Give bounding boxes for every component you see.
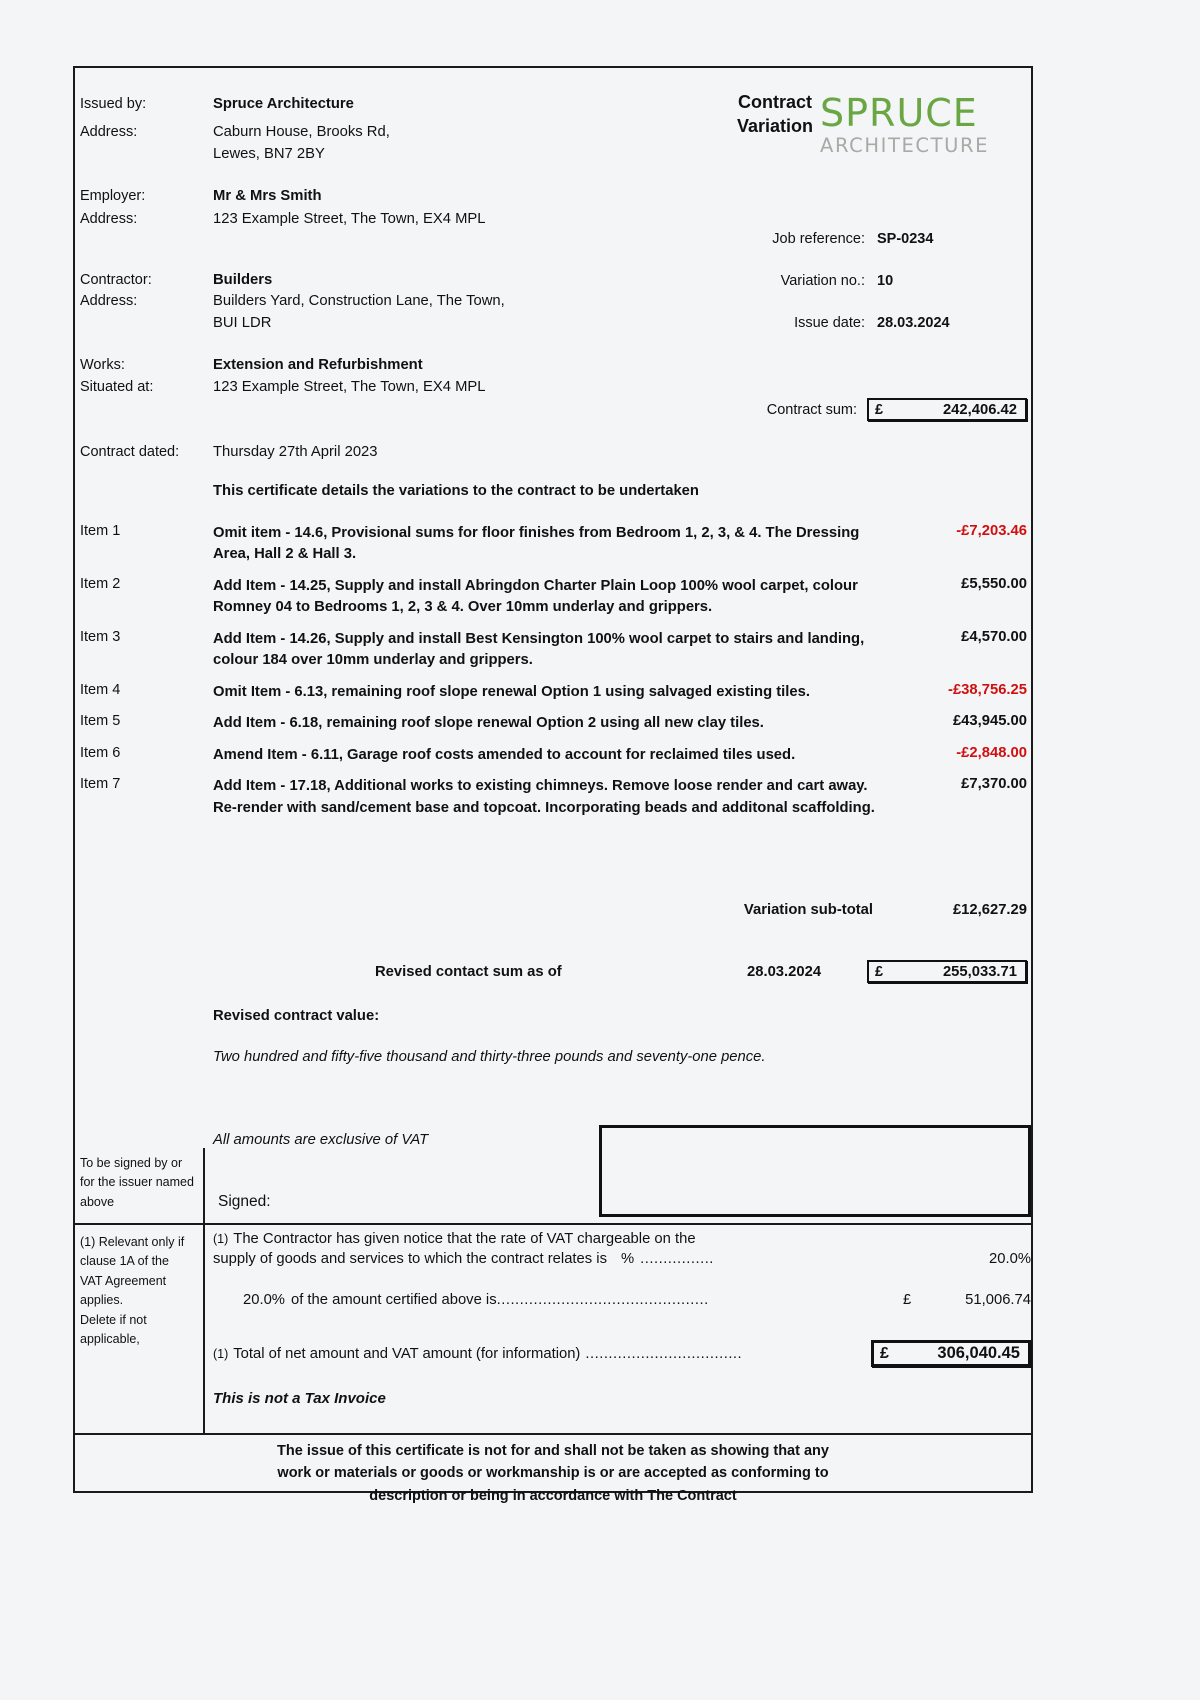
not-tax-invoice-note: This is not a Tax Invoice bbox=[213, 1390, 386, 1407]
situated-label: Situated at: bbox=[80, 379, 154, 395]
contract-sum-box bbox=[867, 398, 1027, 421]
variation-subtotal-value: £12,627.29 bbox=[952, 902, 1027, 918]
employer-address-row bbox=[75, 211, 1031, 233]
issued-by-row bbox=[75, 96, 1031, 124]
logo-subtitle: ARCHITECTURE bbox=[820, 134, 990, 157]
vat-side-note-line3: VAT Agreement bbox=[80, 1273, 167, 1288]
vat-amount-currency: £ bbox=[903, 1292, 912, 1308]
works-label: Works: bbox=[80, 357, 125, 373]
vat-exclusive-note: All amounts are exclusive of VAT bbox=[213, 1132, 429, 1148]
signature-side-note bbox=[75, 1154, 208, 1212]
revised-sum-date: 28.03.2024 bbox=[747, 963, 822, 980]
contractor-address-line2: BUI LDR bbox=[213, 315, 272, 331]
variation-item-number: Item 5 bbox=[80, 713, 121, 730]
logo-wordmark: SPRUCE bbox=[820, 91, 978, 135]
document-title-line1: Contract bbox=[737, 92, 812, 112]
variation-item-row bbox=[75, 745, 1031, 766]
contract-dated-label: Contract dated: bbox=[80, 444, 180, 460]
footer-separator bbox=[75, 1433, 1031, 1435]
variation-item-description: Add Item - 14.26, Supply and install Best Kensington 100% wool carpet to stairs and landing, colour 184 over 10mm underlay and grippers. bbox=[213, 630, 865, 669]
employer-address-label: Address: bbox=[80, 211, 138, 227]
issuer-address-row bbox=[75, 124, 1031, 146]
variation-no-label: Variation no.: bbox=[780, 273, 865, 289]
vat-amount-prefix: 20.0% bbox=[243, 1292, 285, 1308]
contract-sum-row bbox=[767, 398, 1027, 421]
variation-item-number: Item 6 bbox=[80, 744, 121, 761]
variation-item-row bbox=[75, 682, 1031, 703]
vat-notice-line2: supply of goods and services to which the contract relates is bbox=[213, 1251, 607, 1267]
works-value: Extension and Refurbishment bbox=[213, 357, 423, 373]
signed-label: Signed: bbox=[218, 1193, 271, 1210]
revised-sum-label: Revised contact sum as of bbox=[375, 963, 562, 980]
vat-total-box bbox=[871, 1340, 1031, 1367]
variation-item-amount: -£2,848.00 bbox=[956, 744, 1027, 761]
variation-item-description: Add Item - 14.25, Supply and install Abringdon Charter Plain Loop 100% wool carpet, colour Romney 04 to Bedrooms 1, 2, 3 & 4. Over 10mm underlay and grippers. bbox=[213, 577, 858, 616]
variation-item-number: Item 2 bbox=[80, 575, 121, 592]
certificate-page bbox=[73, 66, 1033, 1504]
employer-row bbox=[75, 188, 1031, 211]
variation-item-amount: £7,370.00 bbox=[961, 776, 1027, 793]
variation-item-description: Omit item - 14.6, Provisional sums for floor finishes from Bedroom 1, 2, 3, & 4. The Dressing Area, Hall 2 & Hall 3. bbox=[213, 525, 860, 563]
contract-sum-currency: £ bbox=[875, 401, 884, 418]
vat-side-note-line4: applies. bbox=[80, 1293, 124, 1308]
contractor-address-line1: Builders Yard, Construction Lane, The Town, bbox=[213, 293, 505, 309]
variation-subtotal-row bbox=[75, 902, 1031, 918]
variation-item-number: Item 1 bbox=[80, 523, 121, 539]
signature-column-divider bbox=[203, 1148, 205, 1223]
vat-side-note-line5: Delete if not bbox=[80, 1312, 147, 1327]
issue-date-row bbox=[794, 315, 1027, 331]
vat-amount-row bbox=[243, 1292, 1031, 1308]
variation-item-row bbox=[75, 776, 1031, 819]
vat-clause-marker-2: (1) bbox=[213, 1346, 229, 1361]
variation-item-description: Add Item - 6.18, remaining roof slope renewal Option 2 using all new clay tiles. bbox=[213, 715, 764, 732]
vat-notice-block bbox=[213, 1231, 1031, 1267]
variation-item-row bbox=[75, 523, 1031, 566]
issuer-address-line2: Lewes, BN7 2BY bbox=[213, 146, 325, 162]
revised-sum-currency: £ bbox=[875, 963, 884, 980]
issuer-address-label: Address: bbox=[80, 124, 138, 140]
variation-item-description: Add Item - 17.18, Additional works to existing chimneys. Remove loose render and cart away. Re-render with sand/cement base and topcoat. Incorporating beads and additonal scaffolding. bbox=[213, 778, 875, 816]
variation-no-value: 10 bbox=[877, 273, 894, 289]
issue-date-value: 28.03.2024 bbox=[877, 315, 950, 331]
job-reference-value: SP-0234 bbox=[877, 231, 934, 247]
variation-item-description: Amend Item - 6.11, Garage roof costs amended to account for reclaimed tiles used. bbox=[213, 746, 796, 763]
variation-item-row bbox=[75, 629, 1031, 672]
variation-item-row bbox=[75, 713, 1031, 734]
footer-line3: description or being in accordance with The Contract bbox=[369, 1487, 737, 1504]
variation-item-amount: £5,550.00 bbox=[961, 575, 1027, 592]
employer-label: Employer: bbox=[80, 188, 146, 204]
variation-subtotal-label: Variation sub-total bbox=[743, 902, 873, 918]
revised-sum-box bbox=[867, 960, 1027, 983]
vat-percent-symbol: % bbox=[620, 1251, 635, 1267]
vat-side-note-line6: applicable, bbox=[80, 1331, 140, 1346]
footer-line1: The issue of this certificate is not for and shall not be taken as showing that any bbox=[277, 1443, 829, 1459]
signature-side-note-line3: above bbox=[80, 1194, 115, 1209]
issuer-address-row-2 bbox=[75, 146, 1031, 168]
revised-contract-words: Two hundred and fifty-five thousand and thirty-three pounds and seventy-one pence. bbox=[213, 1049, 766, 1065]
variation-item-amount: £43,945.00 bbox=[952, 713, 1027, 730]
certificate-intro: This certificate details the variations to the contract to be undertaken bbox=[213, 483, 699, 499]
document-title-line2: Variation bbox=[736, 116, 814, 137]
contract-sum-label: Contract sum: bbox=[766, 401, 857, 418]
works-row bbox=[75, 357, 1031, 379]
job-reference-label: Job reference: bbox=[772, 231, 865, 247]
vat-total-dots: .................................. bbox=[585, 1345, 743, 1362]
signature-side-note-line1: To be signed by or bbox=[80, 1156, 183, 1170]
variation-no-row bbox=[781, 273, 1027, 289]
vat-total-value: 306,040.45 bbox=[937, 1344, 1020, 1362]
variation-item-row bbox=[75, 576, 1031, 619]
issuer-address-line1: Caburn House, Brooks Rd, bbox=[213, 124, 390, 140]
vat-total-currency: £ bbox=[880, 1344, 889, 1362]
vat-total-row bbox=[213, 1340, 1031, 1367]
certificate-intro-row bbox=[75, 483, 1031, 499]
contractor-value: Builders bbox=[213, 272, 273, 288]
signature-side-note-line2: for the issuer named bbox=[80, 1175, 194, 1190]
vat-amount-value: 51,006.74 bbox=[965, 1292, 1031, 1308]
situated-value: 123 Example Street, The Town, EX4 MPL bbox=[213, 379, 486, 395]
vat-side-note-line1: (1) Relevant only if bbox=[80, 1235, 185, 1249]
vat-amount-dots: .............................................. bbox=[496, 1292, 709, 1308]
revised-contract-value-label: Revised contract value: bbox=[213, 1008, 380, 1024]
footer-line2: work or materials or goods or workmanship is or are accepted as conforming to bbox=[277, 1465, 829, 1482]
contractor-address-label: Address: bbox=[80, 293, 138, 309]
revised-contract-words-row bbox=[75, 1049, 1031, 1065]
contract-sum-value: 242,406.42 bbox=[942, 401, 1017, 418]
variation-item-number: Item 3 bbox=[80, 628, 121, 645]
variation-item-amount: £4,570.00 bbox=[961, 628, 1027, 645]
issued-by-value: Spruce Architecture bbox=[213, 96, 354, 112]
employer-value: Mr & Mrs Smith bbox=[213, 188, 322, 204]
variation-items-list bbox=[75, 523, 1031, 829]
variation-item-description: Omit Item - 6.13, remaining roof slope renewal Option 1 using salvaged existing tiles. bbox=[213, 683, 810, 700]
issue-date-label: Issue date: bbox=[794, 315, 865, 331]
job-reference-row bbox=[772, 231, 1027, 247]
revised-contract-value-row bbox=[75, 1008, 1031, 1024]
vat-total-text: Total of net amount and VAT amount (for information) bbox=[233, 1345, 581, 1362]
vat-clause-marker-1: (1) bbox=[213, 1232, 229, 1246]
vat-notice-dots: ................ bbox=[640, 1251, 714, 1267]
variation-item-number: Item 7 bbox=[80, 776, 121, 793]
vat-side-note-line2: clause 1A of the bbox=[80, 1254, 169, 1269]
vat-amount-text: of the amount certified above is bbox=[290, 1292, 497, 1308]
contract-dated-value: Thursday 27th April 2023 bbox=[213, 444, 378, 460]
employer-address-value: 123 Example Street, The Town, EX4 MPL bbox=[213, 211, 486, 227]
contractor-label: Contractor: bbox=[80, 272, 152, 288]
variation-item-amount: -£7,203.46 bbox=[956, 523, 1027, 539]
variation-item-number: Item 4 bbox=[80, 681, 121, 698]
contractor-address-row bbox=[75, 293, 1031, 315]
contract-dated-row bbox=[75, 444, 1031, 460]
revised-sum-value: 255,033.71 bbox=[942, 963, 1017, 980]
revised-contract-sum-row bbox=[75, 960, 1031, 983]
vat-side-note bbox=[75, 1233, 208, 1349]
footer-disclaimer bbox=[75, 1440, 1031, 1507]
issued-by-label: Issued by: bbox=[80, 96, 147, 112]
signature-separator bbox=[75, 1223, 1031, 1225]
vat-notice-line1: The Contractor has given notice that the rate of VAT chargeable on the bbox=[233, 1231, 696, 1247]
variation-item-amount: -£38,756.25 bbox=[948, 681, 1027, 698]
signature-field[interactable] bbox=[599, 1125, 1031, 1217]
vat-rate-value: 20.0% bbox=[989, 1251, 1031, 1267]
